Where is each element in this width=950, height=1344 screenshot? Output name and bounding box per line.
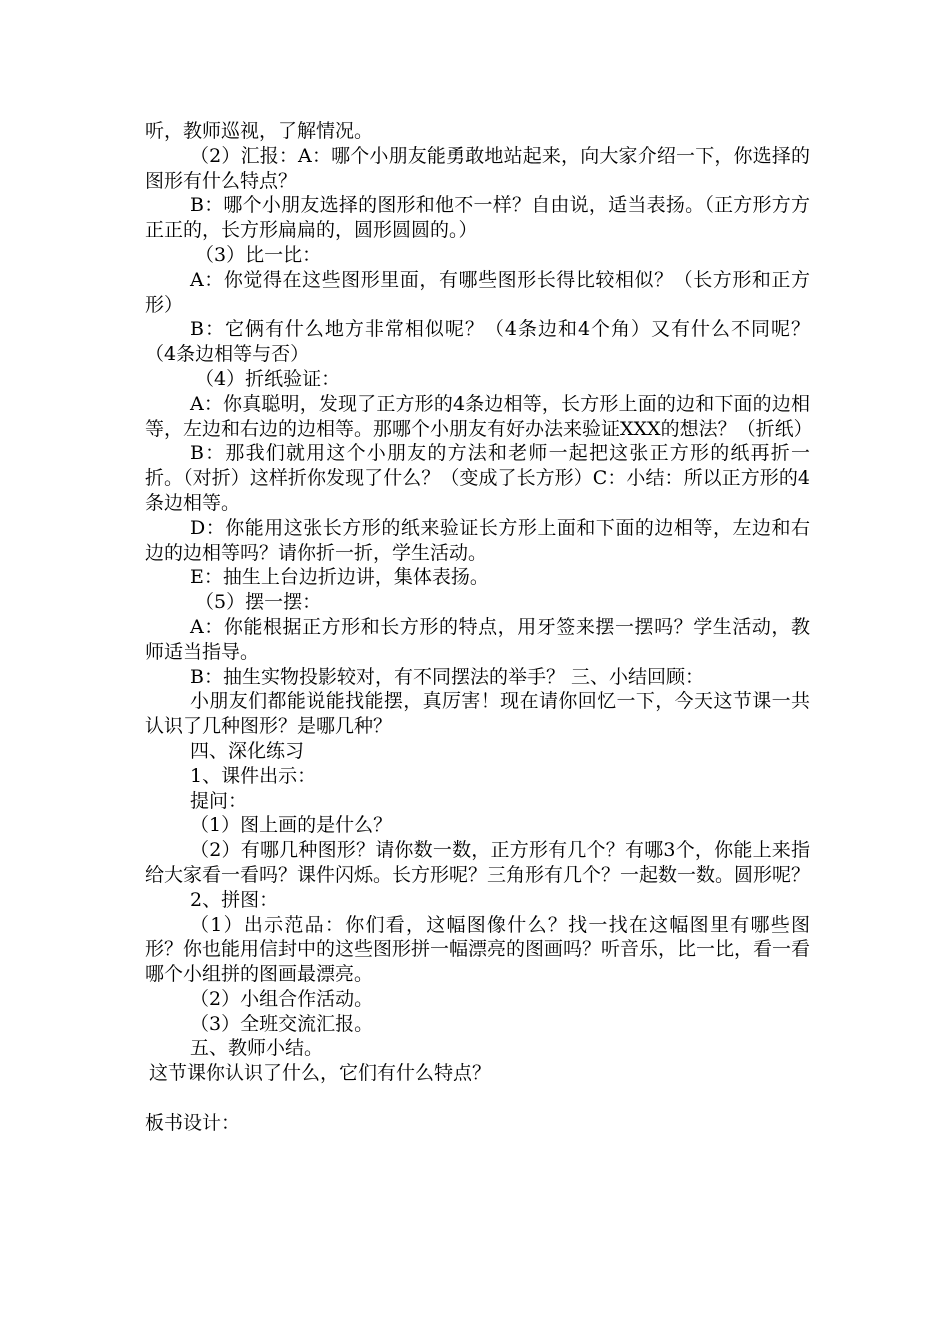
board-design-heading: 板书设计：	[145, 1111, 241, 1134]
paragraph-9: B：那我们就用这个小朋友的方法和老师一起把这张正方形的纸再折一折。（对折）这样折你发现了什么？（变成了长方形）C：小结：所以正方形的4条边相等。	[145, 442, 810, 514]
paragraph-11: E：抽生上台边折边讲，集体表扬。	[190, 566, 489, 589]
paragraph-4: （3）比一比：	[195, 243, 322, 266]
paragraph-8: A：你真聪明，发现了正方形的4条边相等，长方形上面的边和下面的边相等，左边和右边的边相等。那哪个小朋友有好办法来验证XXX的想法？（折纸）	[145, 392, 813, 440]
paragraph-17: 1、课件出示：	[190, 764, 317, 787]
paragraph-13: A：你能根据正方形和长方形的特点，用牙签来摆一摆吗？学生活动，教师适当指导。	[145, 615, 810, 663]
paragraph-3: B：哪个小朋友选择的图形和他不一样？自由说，适当表扬。（正方形方方正正的，长方形扁扁的，圆形圆圆的。）	[145, 194, 810, 242]
paragraph-24: （3）全班交流汇报。	[190, 1012, 374, 1035]
paragraph-7: （4）折纸验证：	[195, 367, 341, 390]
paragraph-26: 这节课你认识了什么，它们有什么特点？	[149, 1062, 492, 1085]
paragraph-6: B：它俩有什么地方非常相似呢？（4条边和4个角）又有什么不同呢？（4条边相等与否）	[145, 318, 810, 366]
paragraph-23: （2）小组合作活动。	[190, 987, 374, 1010]
section-heading-4: 四、深化练习	[190, 739, 305, 762]
paragraph-18: 提问：	[190, 789, 248, 812]
paragraph-1: 听，教师巡视，了解情况。	[145, 120, 374, 142]
section-heading-5: 五、教师小结。	[190, 1037, 324, 1060]
paragraph-14: B：抽生实物投影较对，有不同摆法的举手？ 三、小结回顾：	[190, 665, 705, 688]
paragraph-15: 小朋友们都能说能找能摆，真厉害！现在请你回忆一下，今天这节课一共认识了几种图形？是哪几种？	[145, 690, 810, 738]
paragraph-2: （2）汇报：A：哪个小朋友能勇敢地站起来，向大家介绍一下，你选择的图形有什么特点？	[145, 144, 810, 192]
paragraph-5: A：你觉得在这些图形里面，有哪些图形长得比较相似？（长方形和正方形）	[145, 268, 810, 316]
paragraph-12: （5）摆一摆：	[195, 591, 322, 614]
blank-line	[145, 1086, 810, 1111]
paragraph-20: （2）有哪几种图形？请你数一数，正方形有几个？有哪3个，你能上来指给大家看一看吗？课件闪烁。长方形呢？三角形有几个？一起数一数。圆形呢？	[145, 839, 811, 886]
paragraph-21: 2、拼图：	[190, 888, 279, 911]
document-body	[145, 119, 813, 1136]
paragraph-22: （1）出示范品：你们看，这幅图像什么？找一找在这幅图里有哪些图形？你也能用信封中的这些图形拼一幅漂亮的图画吗？听音乐，比一比，看一看哪个小组拼的图画最漂亮。	[145, 913, 811, 986]
paragraph-10: D：你能用这张长方形的纸来验证长方形上面和下面的边相等，左边和右边的边相等吗？请你折一折，学生活动。	[145, 516, 810, 564]
paragraph-19: （1）图上画的是什么？	[190, 814, 393, 837]
